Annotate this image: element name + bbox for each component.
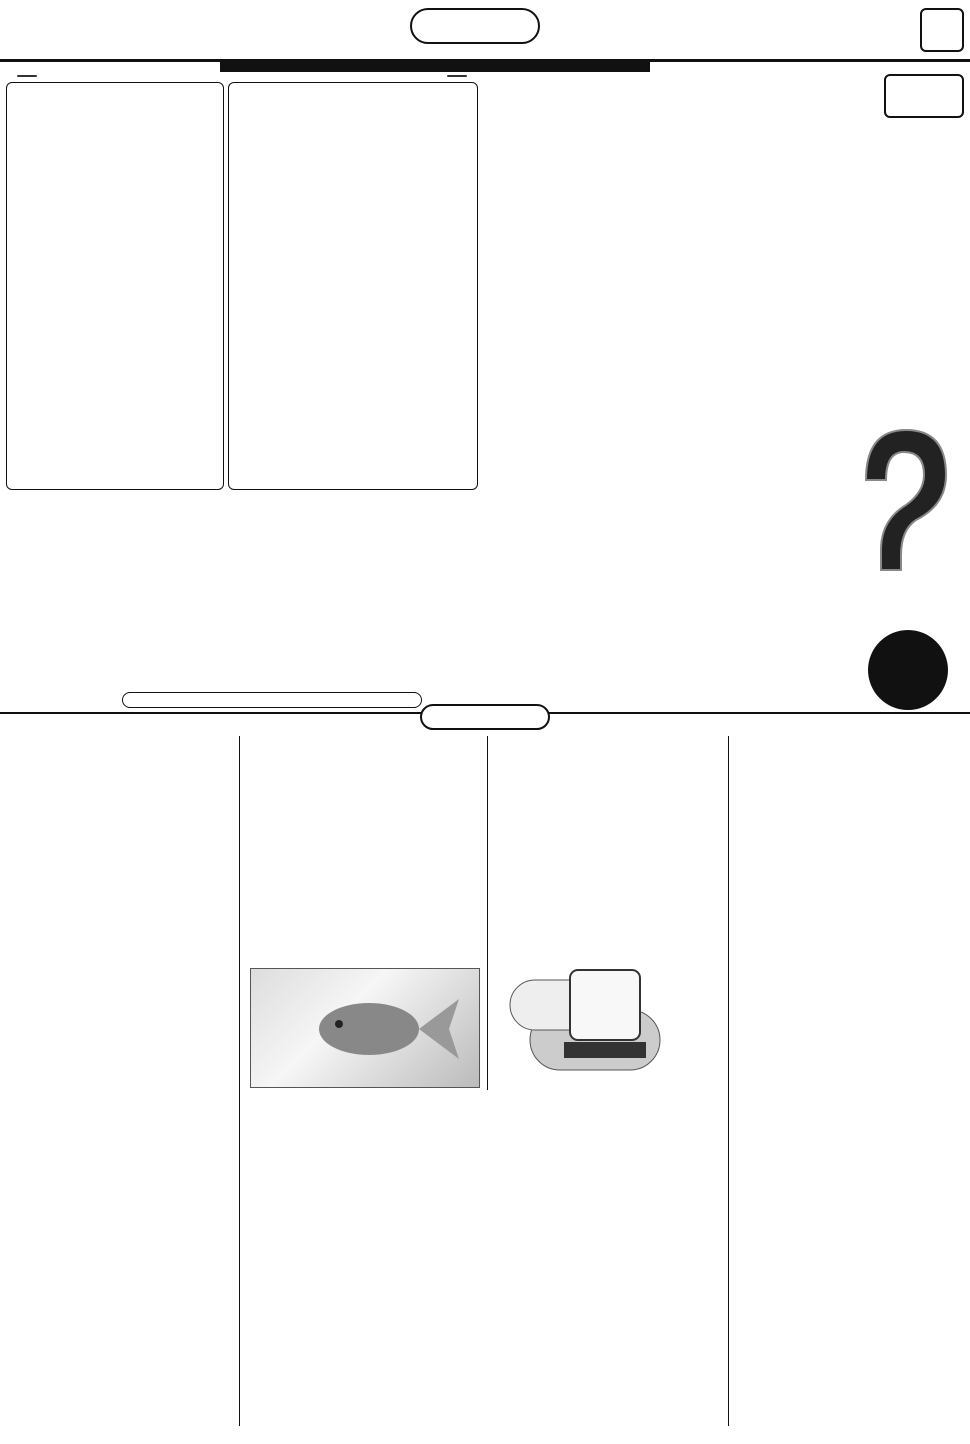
newspaper-logo [6, 4, 126, 54]
solution-grid-normal [238, 496, 466, 688]
column-rule [728, 736, 729, 1426]
column-rule [487, 736, 488, 1090]
chain-badge [868, 630, 948, 710]
clues-normal [228, 82, 478, 490]
article-personality [734, 740, 962, 1430]
number-chain-grid [476, 420, 838, 706]
article-gums-body [244, 1126, 724, 1226]
page-number [920, 8, 964, 52]
column-rule [239, 736, 240, 1426]
english-band [220, 62, 650, 72]
dariche-label [420, 704, 550, 730]
article-salt [4, 740, 234, 1430]
article-back-body [244, 1278, 724, 1418]
clues-special-tag [17, 75, 37, 77]
solution-grid-special [6, 496, 234, 688]
crossword-number-box [884, 74, 964, 118]
clues-special [6, 82, 224, 490]
solution-label-bar [122, 692, 422, 708]
section-title [410, 8, 540, 44]
goldfish-photo [250, 968, 480, 1088]
clues-normal-tag [447, 75, 467, 77]
masthead [0, 0, 970, 62]
crossword-grid[interactable] [492, 116, 914, 408]
question-mark-graphic [846, 420, 956, 640]
vitamin-d-image [500, 960, 680, 1080]
